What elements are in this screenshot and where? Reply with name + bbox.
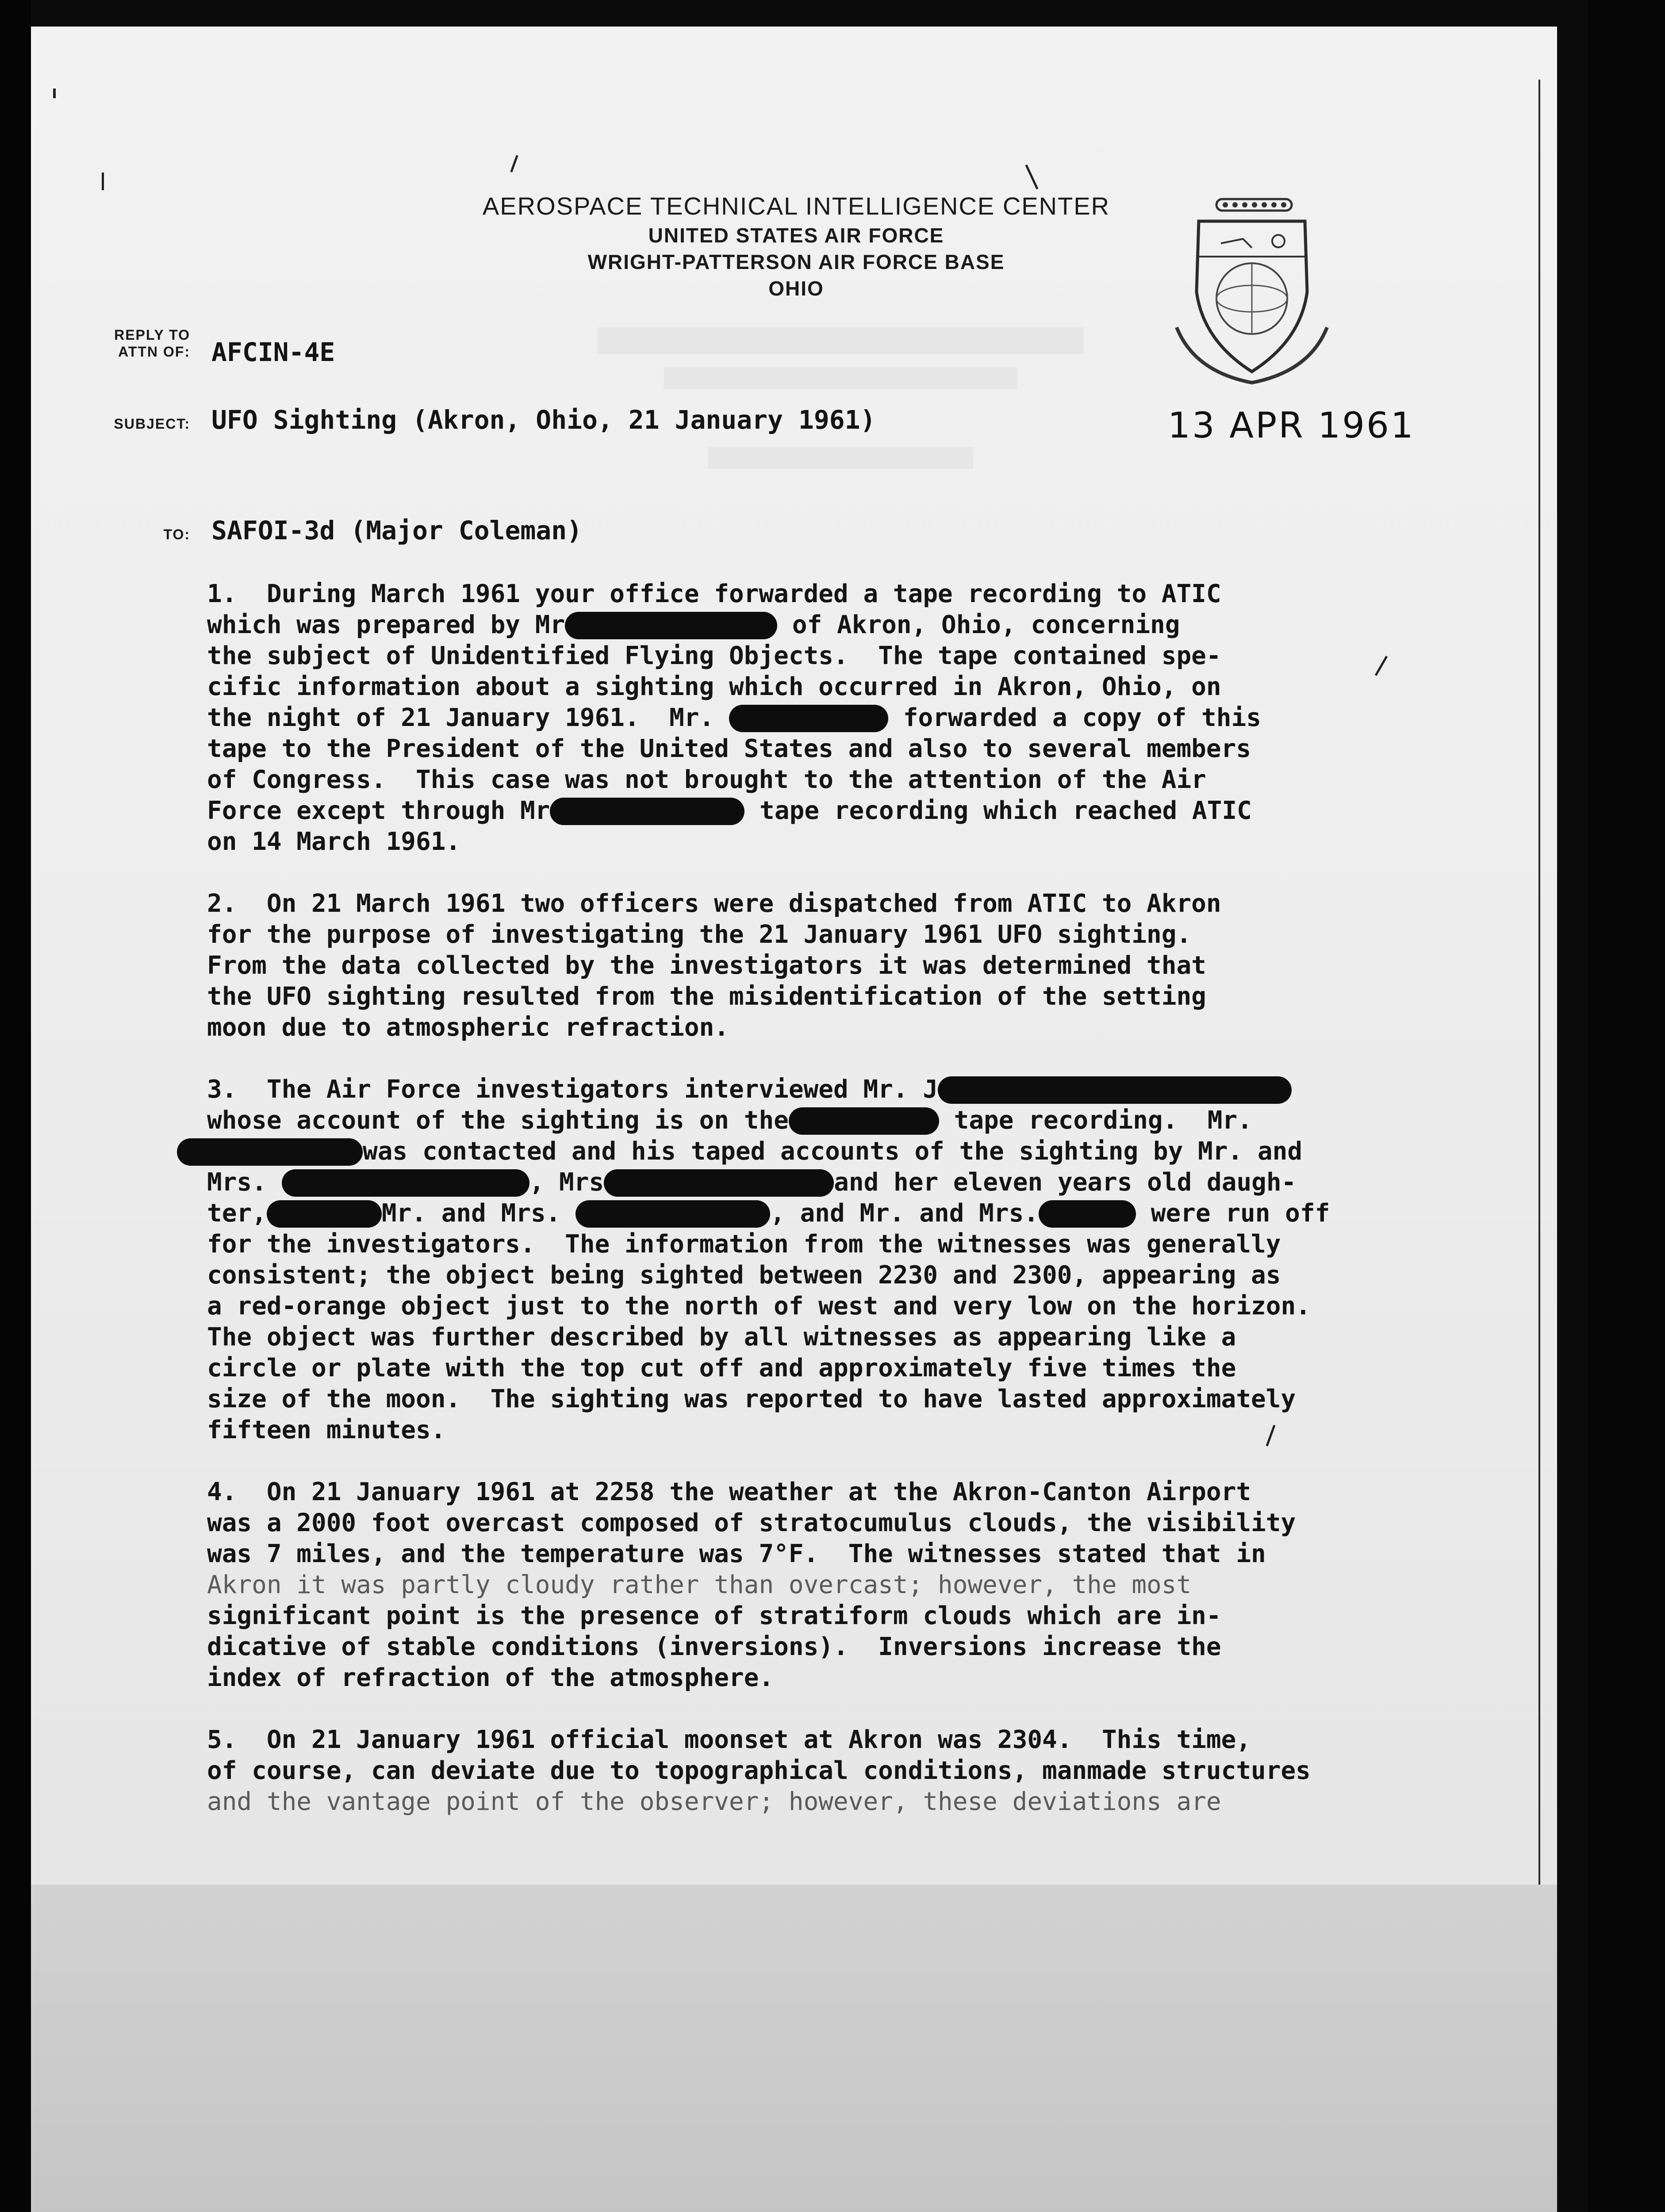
letterhead xyxy=(420,190,1172,302)
text-run: was a 2000 foot overcast composed of stratocumulus clouds, the visibility xyxy=(207,1509,1296,1537)
paragraph-2-line xyxy=(207,888,1221,919)
text-run: moon due to atmospheric refraction. xyxy=(207,1013,729,1042)
text-run: was contacted and his taped accounts of the sighting by Mr. and xyxy=(363,1137,1303,1166)
paragraph-1-line xyxy=(207,579,1221,610)
letterhead-line-1: AEROSPACE TECHNICAL INTELLIGENCE CENTER xyxy=(482,192,1110,220)
text-run: for the purpose of investigating the 21 January 1961 UFO sighting. xyxy=(207,920,1192,949)
redaction-bar xyxy=(267,1200,382,1228)
text-run: significant point is the presence of stratiform clouds which are in- xyxy=(207,1601,1221,1630)
paragraph-1-line xyxy=(207,703,1261,733)
text-run: of Akron, Ohio, concerning xyxy=(792,611,1180,639)
paragraph-1-line xyxy=(207,672,1221,703)
text-run: index of refraction of the atmosphere. xyxy=(207,1663,774,1692)
text-run: Mr. and Mrs. xyxy=(381,1199,561,1228)
text-run: were run off xyxy=(1151,1199,1330,1228)
to-label: TO: xyxy=(163,526,190,542)
text-run: From the data collected by the investigators it was determined that xyxy=(207,951,1206,980)
text-run: tape recording which reached ATIC xyxy=(760,796,1252,825)
text-run: forwarded a copy of this xyxy=(903,703,1261,732)
paragraph-4-line xyxy=(207,1632,1221,1663)
redaction-bar xyxy=(565,612,777,639)
text-run: cific information about a sighting which occurred in Akron, Ohio, on xyxy=(207,672,1221,701)
subject-label: SUBJECT: xyxy=(114,416,190,432)
text-run: whose account of the sighting is on the xyxy=(207,1106,789,1135)
paragraph-5-line xyxy=(207,1786,1221,1817)
redaction-bar xyxy=(177,1138,363,1166)
redaction-bar xyxy=(789,1107,939,1135)
document-date: 13 APR 1961 xyxy=(1168,405,1415,446)
text-run: tape to the President of the United States and also to several members xyxy=(207,734,1251,763)
atic-seal-icon xyxy=(1168,195,1336,385)
paragraph-4-line xyxy=(207,1570,1191,1601)
text-run: , and Mr. and Mrs. xyxy=(770,1199,1039,1228)
text-run: which was prepared by Mr xyxy=(207,611,565,639)
paragraph-4-line xyxy=(207,1477,1251,1508)
text-run: for the investigators. The information from the witnesses was generally xyxy=(207,1230,1281,1259)
reply-to-label-line-2: ATTN OF: xyxy=(118,344,190,360)
redaction-bar xyxy=(729,705,888,732)
document-page-lower xyxy=(31,1885,1557,2212)
paragraph-3-line xyxy=(207,1260,1281,1291)
text-run: 5. On 21 January 1961 official moonset at Akron was 2304. This time, xyxy=(207,1725,1251,1754)
reply-to-label-line-1: REPLY TO xyxy=(114,327,190,343)
text-run: the night of 21 January 1961. Mr. xyxy=(207,703,714,732)
subject-value: UFO Sighting (Akron, Ohio, 21 January 1961) xyxy=(211,405,876,435)
paragraph-1-line xyxy=(207,764,1206,795)
text-run: circle or plate with the top cut off and approximately five times the xyxy=(207,1354,1236,1382)
text-run: and the vantage point of the observer; however, these deviations are xyxy=(207,1787,1221,1816)
redaction-bar xyxy=(550,798,744,825)
stray-mark xyxy=(102,173,104,190)
paragraph-2-line xyxy=(207,981,1206,1012)
paragraph-1-line xyxy=(207,641,1221,672)
text-run: of Congress. This case was not brought to the attention of the Air xyxy=(207,765,1206,794)
text-run: tape recording. Mr. xyxy=(954,1106,1252,1135)
page-edge-line xyxy=(1538,80,1540,1885)
redaction-bar xyxy=(575,1200,770,1228)
paragraph-4-line xyxy=(207,1539,1266,1570)
letterhead-line-2: UNITED STATES AIR FORCE xyxy=(648,224,944,247)
paragraph-4-line xyxy=(207,1663,774,1694)
paragraph-2-line xyxy=(207,1012,729,1043)
stray-mark xyxy=(53,88,56,98)
bleed-through xyxy=(664,367,1017,389)
to-value: SAFOI-3d (Major Coleman) xyxy=(211,515,583,545)
scan-border-right xyxy=(1588,0,1665,2212)
text-run: Mrs. xyxy=(207,1168,267,1197)
paragraph-3-line xyxy=(177,1136,1302,1167)
paragraph-1-line xyxy=(207,733,1251,764)
text-run: the subject of Unidentified Flying Objects. The tape contained spe- xyxy=(207,641,1221,670)
text-run: 2. On 21 March 1961 two officers were dispatched from ATIC to Akron xyxy=(207,889,1221,918)
text-run: on 14 March 1961. xyxy=(207,827,461,856)
text-run: of course, can deviate due to topographical conditions, manmade structures xyxy=(207,1756,1311,1785)
text-run: The object was further described by all witnesses as appearing like a xyxy=(207,1323,1236,1352)
paragraph-2-line xyxy=(207,950,1206,981)
text-run: Akron it was partly cloudy rather than overcast; however, the most xyxy=(207,1571,1192,1599)
paragraph-2-line xyxy=(207,919,1191,950)
paragraph-1-line xyxy=(207,795,1252,826)
paragraph-3-line xyxy=(207,1074,1292,1105)
text-run: dicative of stable conditions (inversions). Inversions increase the xyxy=(207,1632,1221,1661)
redaction-bar xyxy=(604,1169,834,1197)
text-run: was 7 miles, and the temperature was 7°F. The witnesses stated that in xyxy=(207,1540,1266,1568)
redaction-bar xyxy=(282,1169,529,1197)
text-run: ter, xyxy=(207,1199,267,1228)
paragraph-5-line xyxy=(207,1755,1311,1786)
letterhead-line-3: WRIGHT-PATTERSON AIR FORCE BASE xyxy=(587,250,1005,273)
paragraph-3-line xyxy=(207,1322,1236,1353)
text-run: size of the moon. The sighting was reported to have lasted approximately xyxy=(207,1385,1296,1413)
reply-to-value: AFCIN-4E xyxy=(211,337,335,367)
text-run: 1. During March 1961 your office forwarded a tape recording to ATIC xyxy=(207,580,1221,608)
paragraph-4-line xyxy=(207,1601,1221,1632)
bleed-through xyxy=(597,327,1084,354)
text-run: fifteen minutes. xyxy=(207,1416,446,1444)
text-run: a red-orange object just to the north of west and very low on the horizon. xyxy=(207,1292,1311,1321)
text-run: , Mrs xyxy=(529,1168,604,1197)
text-run: 4. On 21 January 1961 at 2258 the weather at the Akron-Canton Airport xyxy=(207,1478,1251,1506)
paragraph-5-line xyxy=(207,1724,1251,1755)
paragraph-3-line xyxy=(207,1105,1252,1136)
paragraph-1-line xyxy=(207,610,1180,641)
text-run: the UFO sighting resulted from the misidentification of the setting xyxy=(207,982,1206,1011)
letterhead-line-4: OHIO xyxy=(768,277,824,300)
redaction-bar xyxy=(938,1076,1292,1104)
paragraph-3-line xyxy=(207,1229,1281,1260)
paragraph-3-line xyxy=(207,1198,1330,1229)
text-run: consistent; the object being sighted between 2230 and 2300, appearing as xyxy=(207,1261,1281,1290)
text-run: 3. The Air Force investigators interviewed Mr. J xyxy=(207,1075,938,1104)
paragraph-3-line xyxy=(207,1353,1236,1384)
scan-border-left xyxy=(0,0,31,2212)
redaction-bar xyxy=(1039,1200,1136,1228)
bleed-through xyxy=(708,447,973,469)
reply-to-label xyxy=(80,326,190,360)
paragraph-3-line xyxy=(207,1167,1296,1198)
paragraph-1-line xyxy=(207,826,460,857)
paragraph-3-line xyxy=(207,1384,1296,1415)
paragraph-3-line xyxy=(207,1415,445,1446)
paragraph-4-line xyxy=(207,1508,1296,1539)
text-run: and her eleven years old daugh- xyxy=(834,1168,1297,1197)
text-run: Force except through Mr xyxy=(207,796,550,825)
paragraph-3-line xyxy=(207,1291,1311,1322)
